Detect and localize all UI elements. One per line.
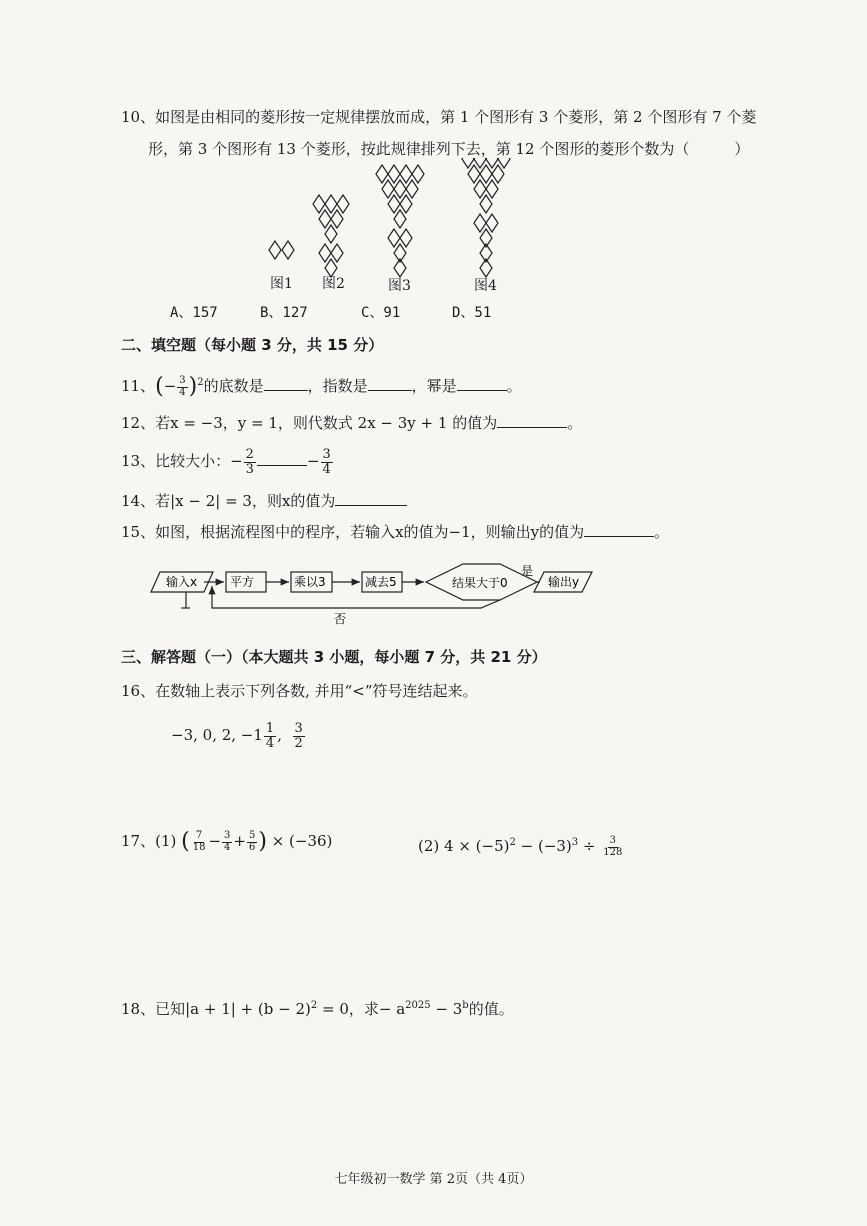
q18 [121,995,514,1020]
q11 [121,372,522,398]
q11-num: 11、 [121,377,156,395]
fig-label-4: 图4 [474,278,497,294]
rhombus [474,180,486,198]
q11-paren-close: ) [188,374,198,399]
rhombus [462,158,474,168]
q14-blank[interactable] [335,491,407,506]
flow-no: 否 [334,612,347,626]
q17-part1 [121,830,332,853]
rhombus [468,165,480,183]
q17-frac-3 [247,831,257,853]
rhombus [486,158,498,168]
choice-d: D、51 [452,305,492,321]
q17-part2 [418,832,625,858]
q12-text: 12、若x = −3，y = 1，则代数式 2x − 3y + 1 的值为 [121,414,498,432]
rhombus [498,158,510,168]
q11-exponent: 2 [197,377,204,388]
q13-text: 13、比较大小：− [121,452,243,471]
rhombus [406,180,418,198]
q17-paren-close: ) [258,829,267,854]
q17-exp-2: 2 [509,837,516,848]
q18-mid: = 0，求− a [317,1000,406,1018]
q14 [121,490,407,512]
q13-a-numerator: 2 [245,447,254,462]
q15-end: 。 [654,523,670,541]
q13-fraction-b [321,448,333,476]
section2-title: 二、填空题（每小题 3 分，共 15 分） [121,336,384,354]
q11-end: 。 [506,377,522,395]
flow-decision: 结果大于0 [452,576,508,590]
flow-step1: 平方 [230,575,255,589]
q18-exp-a: 2025 [405,1000,431,1011]
q17-frac-1-d: 18 [192,841,206,853]
q17-frac-3-d: 6 [248,841,256,853]
q13-fraction-a [244,448,256,476]
flow-step2: 乘以3 [294,575,326,589]
q17-part2-a: 4 × (−5) [444,837,510,855]
q17-frac-2-d: 4 [224,841,231,853]
flow-output: 输出y [548,575,580,589]
q17-num: 17、(1) [121,832,182,850]
rhombus [282,241,294,259]
q14-text: 14、若|x − 2| = 3，则x的值为 [121,492,336,510]
q13 [121,448,334,476]
q12-blank[interactable] [497,413,567,428]
rhombus [376,165,388,183]
q17-op-2: + [233,832,246,850]
q13-a-denominator: 3 [245,461,254,477]
rhombus [486,214,498,232]
q16-sep: , [277,726,282,745]
q16-last-numerator: 3 [294,721,303,736]
q16-mixed-numerator: 1 [265,721,275,736]
q11-text2: ，指数是 [307,377,368,395]
q17-paren-open: ( [181,829,190,854]
rhombus [388,165,400,183]
page-footer: 七年级初一数学 第 2页（共 4页） [334,1172,533,1187]
q17-exp-3: 3 [571,837,579,848]
q13-b-denominator: 4 [322,461,331,477]
fig-label-3: 图3 [388,278,411,294]
q15-blank[interactable] [584,522,654,537]
q11-blank-power[interactable] [457,376,507,391]
q11-minus: − [163,377,177,395]
q16-numbers [171,722,306,750]
rhombus [486,180,498,198]
rhombus [400,229,412,247]
rhombus [325,225,337,243]
rhombus [394,210,406,228]
choice-c: C、91 [361,305,401,321]
q17-part2-frac [601,836,624,858]
rhombus [319,244,331,262]
q17-frac-1-n: 7 [195,830,203,841]
q18-exp: 2 [310,1000,318,1011]
rhombus [313,195,325,213]
q18-pre: 18、已知|a + 1| + (b − 2) [121,1000,311,1018]
flow-yes: 是 [521,564,534,578]
q11-text3: ，幂是 [411,377,457,395]
q11-denominator: 4 [179,386,186,398]
q11-numerator: 3 [179,375,186,386]
rhombus [269,241,281,259]
q11-blank-base[interactable] [264,376,308,391]
flowchart [0,560,867,630]
q16-last-denominator: 2 [294,735,303,751]
fig-label-2: 图2 [322,276,345,292]
choice-a: A、157 [170,305,218,321]
q16-text: 16、在数轴上表示下列各数, 并用“<”符号连结起来。 [121,682,478,700]
q16-nums: −3, 0, 2, −1 [171,726,263,745]
q12-end: 。 [567,414,583,432]
q13-b-numerator: 3 [322,447,331,462]
rhombus-figures [0,158,867,328]
q17-op-1: − [208,832,222,850]
flow-input: 输入x [166,575,198,589]
rhombus [394,180,406,198]
q11-blank-exponent[interactable] [368,376,412,391]
q17-tail: × (−36) [266,832,333,850]
q11-text1: 的底数是 [203,377,264,395]
rhombus [474,214,486,232]
rhombus [319,210,331,228]
q17-part2-mid: − (−3) [515,837,572,855]
q15-text: 15、如图，根据流程图中的程序，若输入x的值为−1，则输出y的值为 [121,523,585,541]
q17-frac-1 [191,831,208,853]
section3-title: 三、解答题（一）（本大题共 3 小题，每小题 7 分，共 21 分） [121,648,547,666]
q16-mixed-fraction [264,722,276,750]
flow-step3: 减去5 [365,575,397,589]
q17-frac-2-n: 3 [224,830,231,841]
q11-fraction [177,376,187,398]
rhombus [382,180,394,198]
q18-exp-b: b [462,1000,469,1011]
q18-end: 的值。 [468,1000,514,1018]
rhombus [388,229,400,247]
q17-part2-frac-n: 3 [609,835,616,846]
rhombus [480,165,492,183]
rhombus [331,244,343,262]
q17-div: ÷ [578,837,601,855]
rhombus [331,210,343,228]
q12 [121,412,582,434]
rhombus [388,195,400,213]
q13-blank[interactable] [257,451,307,466]
q16-mixed-denominator: 4 [265,735,275,751]
rhombus [400,195,412,213]
rhombus [492,165,504,183]
q15 [121,521,669,543]
q10-line1: 10、如图是由相同的菱形按一定规律摆放而成，第 1 个图形有 3 个菱形，第 2 个图形有 7 个菱 [121,108,757,126]
q13-sign: − [306,452,320,471]
q17-frac-3-n: 5 [248,830,256,841]
q10-line2: 形，第 3 个图形有 13 个菱形，按此规律排列下去，第 12 个图形的菱形个数为（ ） [148,140,750,158]
rhombus [325,195,337,213]
q11-paren-open: ( [155,374,164,399]
q17-frac-2 [222,831,232,853]
q16-last-fraction [293,722,305,750]
fig-label-1: 图1 [270,276,293,292]
q17-part2-label: (2) [418,837,445,855]
rhombus [480,195,492,213]
rhombus [337,195,349,213]
q18-mid2: − 3 [430,1000,463,1018]
choice-b: B、127 [260,305,308,321]
rhombus [400,165,412,183]
rhombus [412,165,424,183]
q17-part2-frac-d: 128 [603,846,623,858]
rhombus [474,158,486,168]
